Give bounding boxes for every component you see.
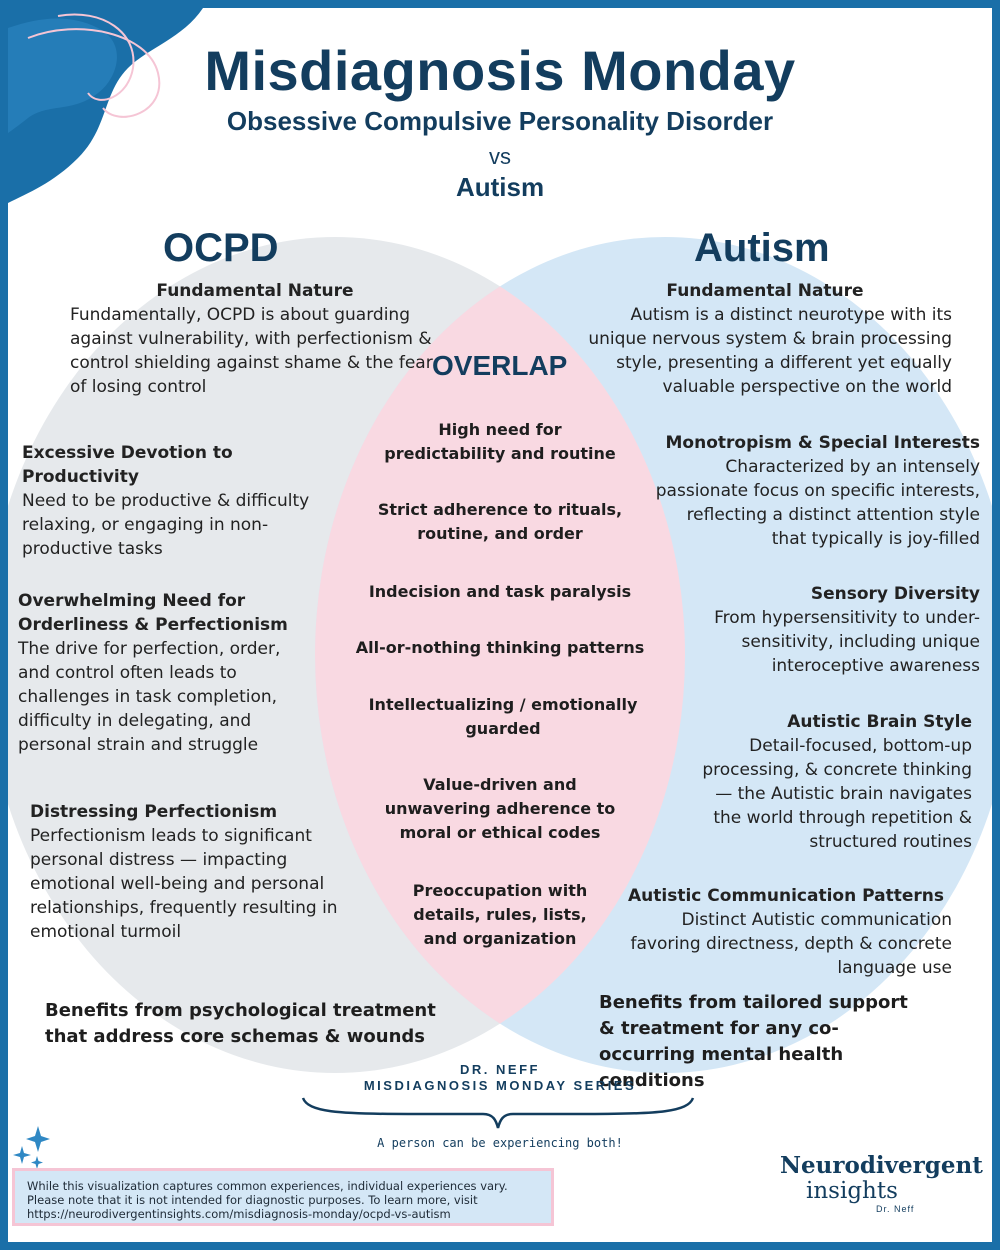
overlap-item: High need for predictability and routine [384, 420, 616, 463]
page-subtitle: Obsessive Compulsive Personality Disorder [226, 106, 774, 136]
ocpd-section-fundamental-nature [70, 279, 440, 399]
series-author: DR. NEFF [460, 1062, 540, 1077]
section-title: Overwhelming Need for Orderliness & Perfectionism [18, 591, 288, 635]
ocpd-section-perfectionism [30, 800, 360, 944]
section-body: Fundamentally, OCPD is about guarding against vulnerability, with perfectionism & control shielding against shame & the fear of losing control [70, 305, 433, 397]
autism-section-brain-style [690, 710, 972, 854]
section-body: Detail-focused, bottom-up processing, & concrete thinking — the Autistic brain navigates the world through repetition & structured routines [702, 736, 972, 852]
section-title: Autistic Communication Patterns [628, 886, 944, 906]
vs-label: vs [489, 144, 511, 169]
sparkle-icon [10, 1122, 54, 1174]
infographic-card [8, 8, 992, 1242]
section-title: Fundamental Nature [156, 281, 354, 301]
overlap-heading: OVERLAP [432, 350, 568, 381]
section-title: Autistic Brain Style [787, 712, 972, 732]
section-body: Need to be productive & difficulty relaxing, or engaging in non-productive tasks [22, 491, 310, 559]
section-title: Fundamental Nature [666, 281, 864, 301]
overlap-item: Indecision and task paralysis [368, 582, 632, 601]
brace-decoration [298, 1092, 698, 1132]
autism-section-communication [620, 884, 952, 980]
autism-heading: Autism [694, 226, 830, 270]
logo-text-insights: insights [806, 1178, 898, 1204]
section-title: Sensory Diversity [810, 584, 980, 604]
both-note: A person can be experiencing both! [377, 1136, 623, 1150]
overlap-item: All-or-nothing thinking patterns [355, 638, 645, 657]
section-title: Monotropism & Special Interests [665, 433, 980, 453]
section-body: The drive for perfection, order, and control often leads to challenges in task completion, difficulty in delegating, and personal strain and struggle [18, 639, 281, 755]
page-title: Misdiagnosis Monday [204, 39, 796, 102]
ocpd-heading: OCPD [163, 226, 279, 270]
autism-section-fundamental-nature [578, 279, 952, 399]
section-body: Characterized by an intensely passionate focus on specific interests, reflecting a distinct attention style that typically is joy-filled [655, 457, 980, 549]
logo-text-author: Dr. Neff [876, 1204, 915, 1214]
autism-section-sensory [694, 582, 980, 678]
overlap-item: Preoccupation with details, rules, lists, and organization [412, 881, 588, 948]
autism-section-monotropism [648, 431, 980, 551]
section-body: From hypersensitivity to under-sensitivity, including unique interoceptive awareness [714, 608, 980, 676]
section-body: Autism is a distinct neurotype with its unique nervous system & brain processing style, presenting a different yet equally valuable perspective on the world [588, 305, 952, 397]
ocpd-section-productivity [22, 441, 352, 561]
autism-benefit: Benefits from tailored support & treatment for any co-occurring mental health conditions [599, 992, 908, 1091]
overlap-item: Intellectualizing / emotionally guarded [368, 695, 638, 738]
page-subtitle-autism: Autism [455, 172, 545, 202]
series-name: MISDIAGNOSIS MONDAY SERIES [363, 1078, 637, 1093]
disclaimer-box: While this visualization captures common experiences, individual experiences vary. Please note that it is not intended for diagnostic purposes. To learn more, visit https://neurodivergentinsights.com/misdiagnosis-monday/ocpd-vs-autism [12, 1168, 554, 1226]
ocpd-section-orderliness [18, 589, 308, 757]
overlap-item: Value-driven and unwavering adherence to moral or ethical codes [384, 775, 616, 842]
section-body: Distinct Autistic communication favoring directness, depth & concrete language use [630, 910, 952, 978]
section-title: Excessive Devotion to Productivity [22, 443, 233, 487]
section-title: Distressing Perfectionism [30, 802, 278, 822]
logo-text-neurodivergent: Neurodivergent [780, 1152, 983, 1179]
ocpd-benefit: Benefits from psychological treatment that address core schemas & wounds [45, 1000, 436, 1047]
section-body: Perfectionism leads to significant personal distress — impacting emotional well-being and personal relationships, frequently resulting in emotional turmoil [30, 826, 338, 942]
overlap-item: Strict adherence to rituals, routine, and order [377, 500, 623, 543]
